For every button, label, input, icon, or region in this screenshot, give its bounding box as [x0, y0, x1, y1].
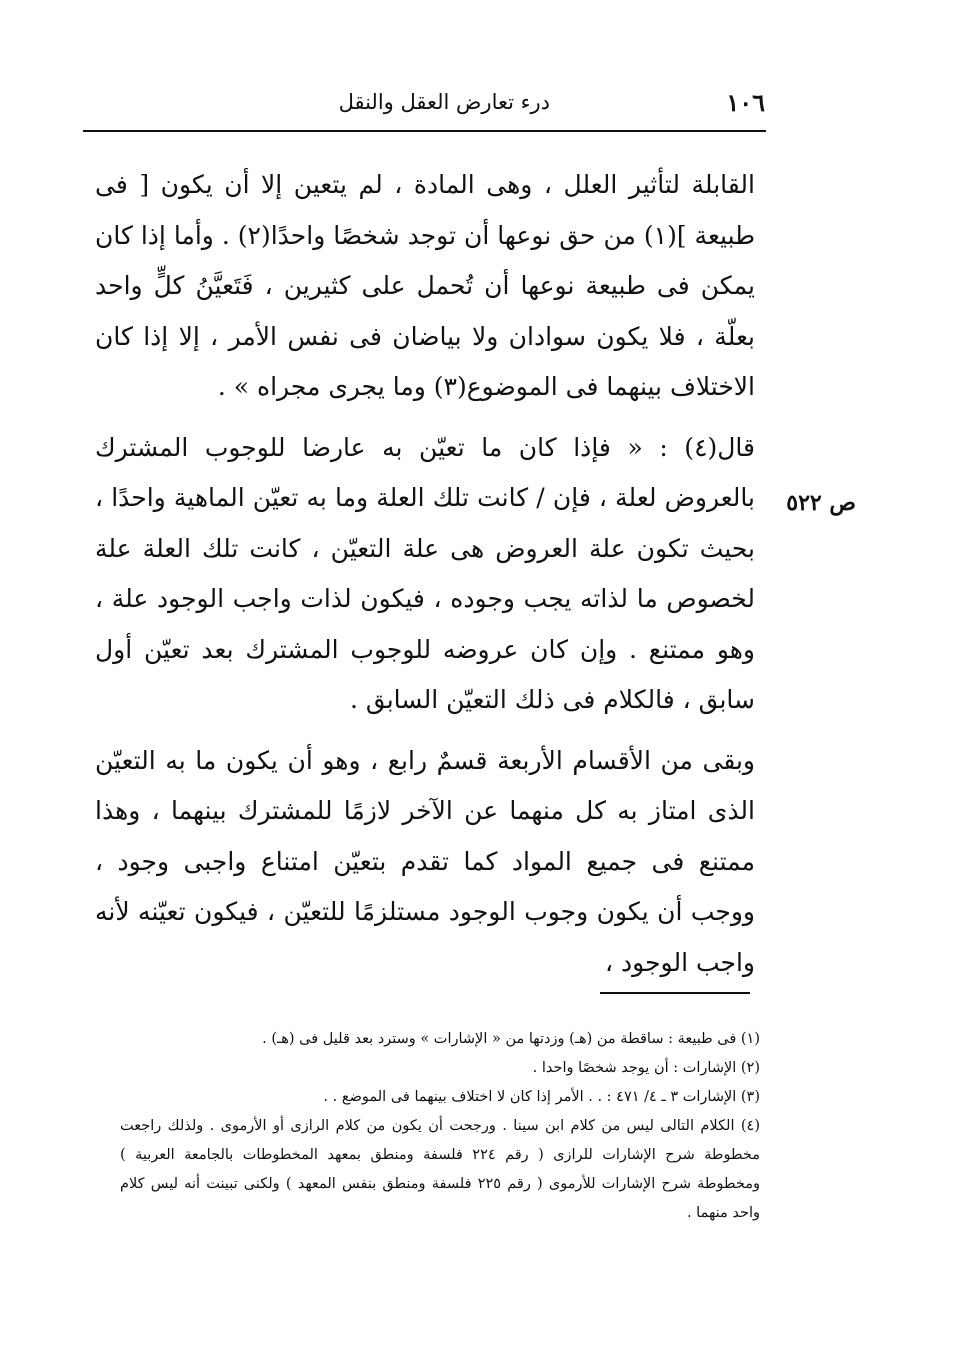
header-rule: [83, 130, 766, 132]
footnotes: [120, 1025, 760, 1228]
footnote-rule: [600, 992, 750, 994]
paragraph-3: وبقى من الأقسام الأربعة قسمٌ رابع ، وهو أن يكون ما به التعيّن الذى امتاز به كل منهما عن الآخر لازمًا للمشترك بينهما ، وهذا ممتنع فى جميع المواد كما تقدم بتعيّن امتناع واجبى وجود ، ووجب أن يكون وجوب الوجود مستلزمًا للتعيّن ، فيكون تعيّنه لأنه واجب الوجود ،: [95, 745, 755, 977]
paragraph-2: قال(٤) : « فإذا كان ما تعيّن به عارضا للوجوب المشترك بالعروض لعلة ، فإن / كانت تلك العلة وما به تعيّن الماهية واحدًا ، بحيث تكون علة العروض هى علة التعيّن ، كانت تلك العلة علة لخصوص ما لذاته يجب وجوده ، فيكون لذات واجب الوجود علة ، وهو ممتنع . وإن كان عروضه للوجوب المشترك بعد تعيّن أول سابق ، فالكلام فى ذلك التعيّن السابق .: [95, 432, 755, 714]
footnote-1: (١) فى طبيعة : ساقطة من (هـ) وزدتها من « الإشارات » وسترد بعد قليل فى (هـ) .: [262, 1031, 760, 1047]
main-text: [95, 160, 755, 988]
page-header: [85, 88, 765, 128]
page-number: ١٠٦: [726, 88, 765, 117]
running-title: درء تعارض العقل والنقل: [338, 90, 550, 114]
paragraph-1: القابلة لتأثير العلل ، وهى المادة ، لم يتعين إلا أن يكون [ فى طبيعة ](١) من حق نوعها أن توجد شخصًا واحدًا(٢) . وأما إذا كان يمكن فى طبيعة نوعها أن تُحمل على كثيرين ، فَتَعيَّنُ كلٍّ واحد بعلّة ، فلا يكون سوادان ولا بياضان فى نفس الأمر ، إلا إذا كان الاختلاف بينهما فى الموضوع(٣) وما يجرى مجراه » .: [95, 170, 756, 401]
footnote-3: (٣) الإشارات ٣ ـ ٤/ ٤٧١ : . . الأمر إذا كان لا اختلاف بينهما فى الموضع . .: [323, 1089, 760, 1105]
margin-page-reference: ص ٥٢٢: [786, 490, 856, 516]
footnote-2: (٢) الإشارات : أن يوجد شخصًا واحدا .: [532, 1060, 760, 1076]
footnote-4: (٤) الكلام التالى ليس من كلام ابن سينا . ورجحت أن يكون من كلام الرازى أو الأرموى . ولذلك راجعت مخطوطة شرح الإشارات للرازى ( رقم ٢٢٤ فلسفة ومنطق بمعهد المخطوطات بالجامعة العربية ) ومخطوطة شرح الإشارات للأرموى ( رقم ٢٢٥ فلسفة ومنطق بنفس المعهد ) ولكنى تبينت أنه ليس كلام واحد منهما .: [120, 1118, 760, 1221]
